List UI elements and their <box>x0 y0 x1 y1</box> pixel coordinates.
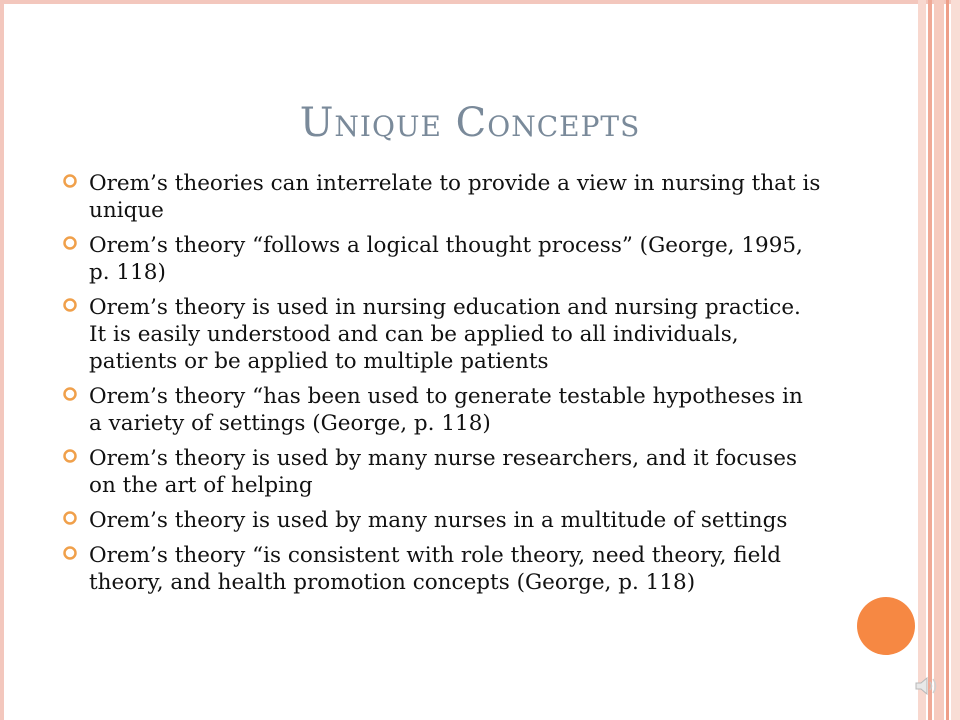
decorative-stripe <box>951 0 960 720</box>
bullet-item <box>62 294 822 375</box>
accent-circle <box>857 597 915 655</box>
bullet-text: Orem’s theories can interrelate to provide a view in nursing that is unique <box>89 171 821 223</box>
bullet-item <box>62 232 822 286</box>
bullet-item <box>62 542 822 596</box>
open-circle-bullet-icon <box>62 448 78 464</box>
open-circle-bullet-icon <box>62 173 78 189</box>
bullet-list <box>62 170 822 604</box>
bullet-item <box>62 383 822 437</box>
bullet-text: Orem’s theory is used by many nurses in a multitude of settings <box>89 508 788 533</box>
slide-title: Unique Concepts <box>299 100 641 146</box>
slide-top-border <box>0 0 960 4</box>
bullet-text: Orem’s theory “follows a logical thought process” (George, 1995, p. 118) <box>89 233 803 285</box>
decorative-stripe <box>946 0 949 720</box>
open-circle-bullet-icon <box>62 235 78 251</box>
open-circle-bullet-icon <box>62 510 78 526</box>
bullet-text: Orem’s theory is used by many nurse researchers, and it focuses on the art of helping <box>89 446 798 498</box>
bullet-text: Orem’s theory “is consistent with role theory, need theory, field theory, and health promotion concepts (George, p. 118) <box>89 543 781 595</box>
bullet-item <box>62 170 822 224</box>
bullet-item <box>62 445 822 499</box>
bullet-text: Orem’s theory “has been used to generate testable hypotheses in a variety of settings (George, p. 118) <box>89 384 803 436</box>
open-circle-bullet-icon <box>62 297 78 313</box>
open-circle-bullet-icon <box>62 545 78 561</box>
open-circle-bullet-icon <box>62 386 78 402</box>
speaker-icon[interactable] <box>912 672 940 700</box>
bullet-text: Orem’s theory is used in nursing education and nursing practice. It is easily understood and can be applied to all individuals, patients or be applied to multiple patients <box>89 295 801 374</box>
bullet-item <box>62 507 822 534</box>
